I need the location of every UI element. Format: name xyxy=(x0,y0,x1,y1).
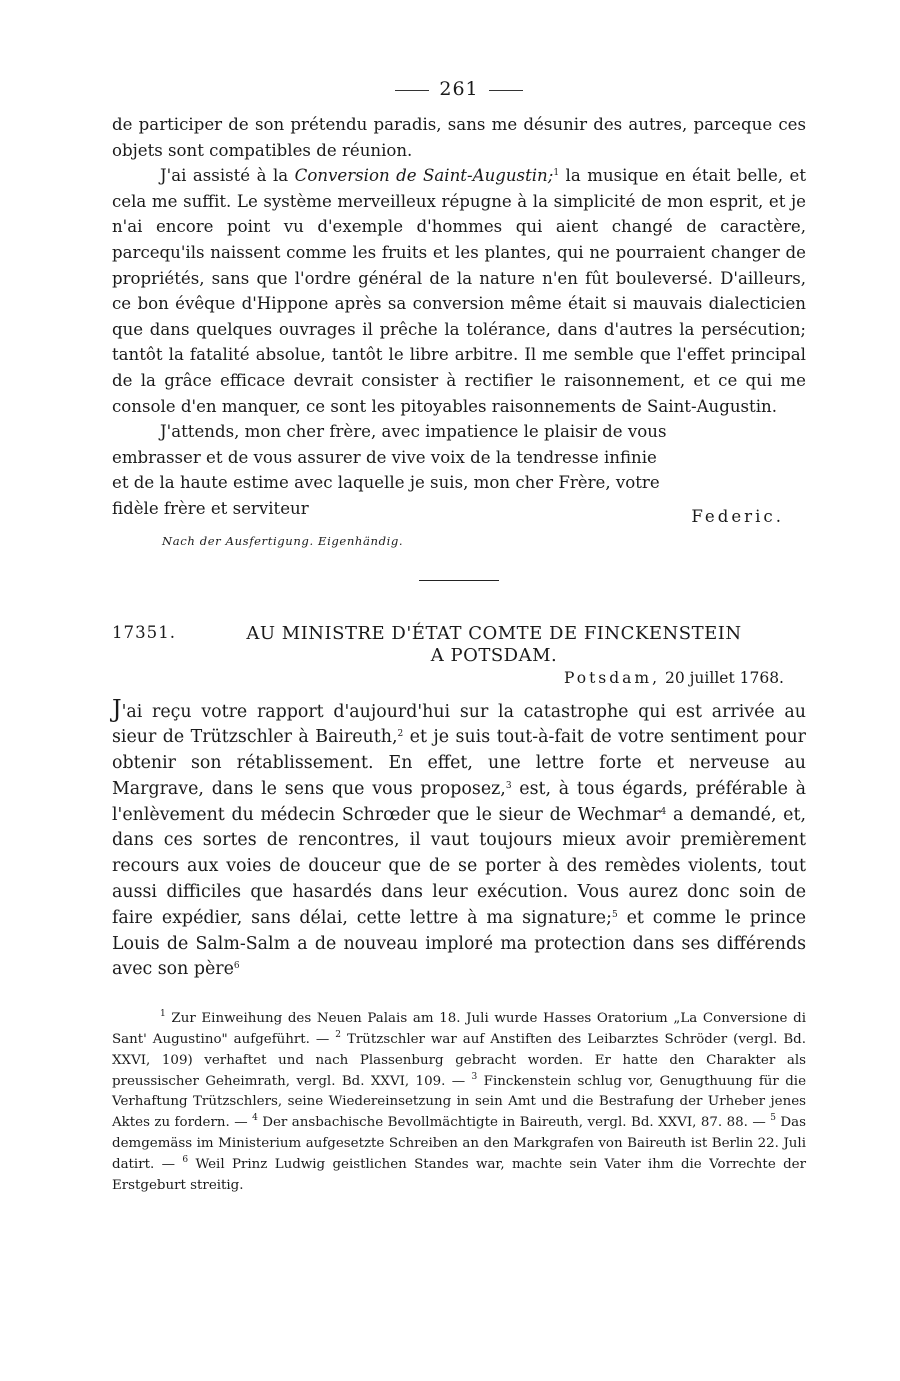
letter-body xyxy=(112,694,806,984)
letter-heading xyxy=(112,623,806,667)
header-dash-right xyxy=(489,90,523,91)
footnote-ref-6[interactable]: 6 xyxy=(233,961,240,972)
letter-body-part-1: 'ai reçu votre rapport d'aujourd'hui sur la catastrophe qui est arrivée au sieur de Trützschler à Baireuth, xyxy=(112,701,806,748)
page-number: 261 xyxy=(439,78,479,100)
paragraph-augustin-start: J'ai assisté à la xyxy=(160,166,295,186)
footnote-ref-4[interactable]: 4 xyxy=(660,806,667,817)
page-header xyxy=(112,78,806,100)
signature: Federic. xyxy=(691,506,784,526)
footnote-mark-1: 1 xyxy=(160,1009,166,1020)
date-place: Potsdam, xyxy=(563,668,661,687)
paragraph-continuation: de participer de son prétendu paradis, sans me désunir des autres, parceque ces objets sont compatibles de réunion. xyxy=(112,115,806,160)
footnote-1: Zur Einweihung des Neuen Palais am 18. Juli wurde Hasses Oratorium „La Conversione di Sant' Augustino" aufgeführt. — xyxy=(112,1011,806,1048)
page xyxy=(112,78,806,1196)
paragraph-augustin-rest: la musique en était belle, et cela me suffit. Le système merveilleux répugne à la simplicité de mon esprit, et je n'ai encore point vu d'exemple d'hommes qui aient changé de caractère, parcequ'ils naissent comme les fruits et les plantes, qui ne pourraient changer de propriétés, sans que l'ordre général de la nature n'en fût bouleversé. D'ailleurs, ce bon évêque d'Hippone après sa conversion même était si mauvais dialecticien que dans quelques ouvrages il prêche la tolérance, dans d'autres la persécution; tantôt la fatalité absolue, tantôt le libre arbitre. Il me semble que l'effet principal de la grâce efficace devrait consister à rectifier le raisonnement, et ce qui me console d'en manquer, ce sont les pitoyables raisonnements de Saint-Augustin. xyxy=(112,166,807,416)
footnote-6: Weil Prinz Ludwig geistlichen Standes war, machte sein Vater ihm die Vorrechte der Erstgeburt streitig. xyxy=(112,1156,806,1193)
footnote-mark-5: 5 xyxy=(770,1113,776,1124)
footnote-mark-3: 3 xyxy=(471,1071,478,1082)
paragraph-closing: J'attends, mon cher frère, avec impatience le plaisir de vous embrasser et de vous assurer de vive voix de la tendresse infinie et de la haute estime avec laquelle je suis, mon cher Frère, votre fidèle frère et serviteur xyxy=(112,422,667,518)
letter-body-part-4: a demandé, et, dans ces sortes de rencontres, il vaut toujours mieux avoir premièrement recours aux voies de douceur que de se porter à des remèdes violents, tout aussi difficiles que hasardés dans leur exécution. Vous aurez donc soin de faire expédier, sans délai, cette lettre à ma signature; xyxy=(112,804,806,928)
initial-letter: J xyxy=(112,694,122,723)
paragraph-augustin xyxy=(112,163,806,419)
footnote-5: Das demgemäss im Ministerium aufgesetzte Schreiben an den Markgrafen von Baireuth ist Berlin 22. Juli datirt. — xyxy=(112,1115,806,1172)
footnote-mark-6: 6 xyxy=(182,1154,189,1165)
footnote-ref-1[interactable]: 1 xyxy=(553,168,560,179)
footnote-mark-2: 2 xyxy=(335,1030,341,1041)
letter-body-part-5: et comme le prince Louis de Salm-Salm a de nouveau imploré ma protection dans ses différends avec son père xyxy=(112,907,806,980)
letter-number: 17351. xyxy=(112,622,177,642)
footnote-2: Trützschler war auf Anstiften des Leibarztes Schröder (vergl. Bd. XXVI, 109) verhaftet und nach Plassenburg gebracht worden. Er hatte den Charakter als preussischer Geheimrath, vergl. Bd. XXVI, 109. — xyxy=(112,1032,806,1089)
footnote-ref-2[interactable]: 2 xyxy=(397,729,404,740)
footnote-3: Finckenstein schlug vor, Genugthuung für die Verhaftung Trützschlers, seine Wiedereinsetzung in sein Amt und die Bestrafung der Urheber jenes Aktes zu fordern. — xyxy=(112,1073,806,1131)
letter-title-line-1: AU MINISTRE D'ÉTAT COMTE DE FINCKENSTEIN xyxy=(246,622,742,644)
letter-title-line-2: A POTSDAM. xyxy=(430,644,558,666)
source-note: Nach der Ausfertigung. Eigenhändig. xyxy=(162,533,404,548)
letter-body-part-2: et je suis tout-à-fait de votre sentiment pour obtenir son rétablissement. En effet, une lettre forte et nerveuse au Margrave, dans le sens que vous proposez, xyxy=(112,727,806,799)
work-title: Conversion de Saint-Augustin; xyxy=(294,166,554,186)
footnote-ref-3[interactable]: 3 xyxy=(505,780,512,791)
closing-row xyxy=(112,419,806,526)
letter-body-part-3: est, à tous égards, préférable à l'enlèvement du médecin Schrœder que le sieur de Wechmar xyxy=(112,778,806,825)
footnote-block xyxy=(112,1009,806,1196)
footnote-4: Der ansbachische Bevollmächtigte in Baireuth, vergl. Bd. XXVI, 87. 88. — xyxy=(257,1115,771,1131)
footnote-mark-4: 4 xyxy=(252,1113,258,1124)
footnote-ref-5[interactable]: 5 xyxy=(611,909,618,920)
footnotes xyxy=(112,1009,806,1196)
header-dash-left xyxy=(395,90,429,91)
date: 20 juillet 1768. xyxy=(660,668,784,687)
dateline xyxy=(112,669,784,687)
section-divider xyxy=(419,580,499,581)
